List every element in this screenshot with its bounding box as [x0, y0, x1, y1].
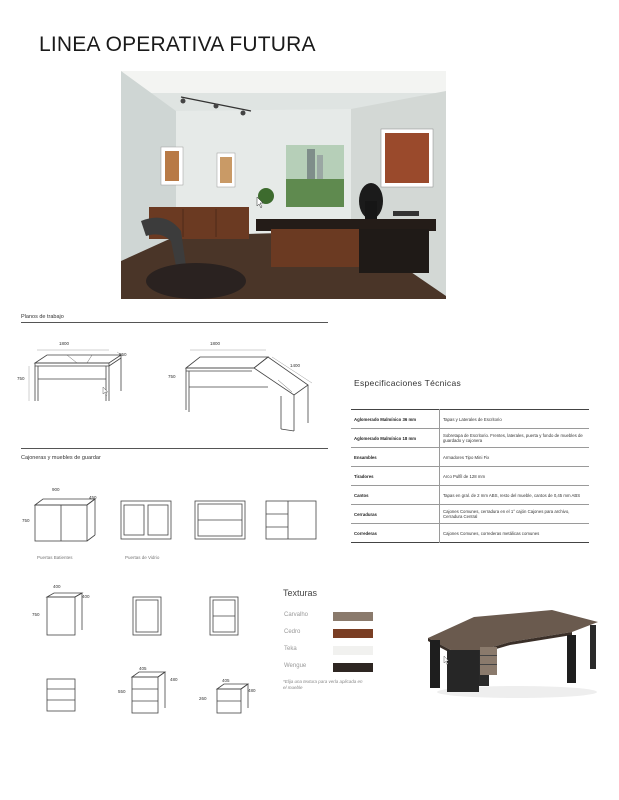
specs-table	[351, 409, 589, 543]
divider	[21, 322, 328, 323]
textures-title: Texturas	[283, 588, 318, 598]
dim-depth: 400	[82, 594, 90, 599]
page-title: LINEA OPERATIVA FUTURA	[39, 33, 316, 56]
caption-batientes: Puertas Batientes	[37, 555, 73, 560]
texture-label-carvalho: Carvalho	[284, 612, 309, 618]
table-row: Cerraduras Cajones Comunes, cerradura en el 1° cajón Cajones para archivo, Cerradura Central	[351, 505, 589, 524]
dim-width: 1800	[59, 341, 70, 346]
desk-straight-drawing	[17, 335, 142, 410]
table-row: Cantos Tapas en gral. de 2 mm ABS, resto del mueble, cantos de 0,45 mm ABS	[351, 486, 589, 505]
texture-label-wengue: Wengue	[284, 663, 307, 669]
table-row: Aglomerado Malmínico 18 mm Sobretapa de Escritorio. Frentes, laterales, puerta y fondo de muebles de guardado y cajonera	[351, 429, 589, 448]
dim-depth: 480	[170, 677, 178, 682]
dim-depth: 850	[119, 352, 127, 357]
dim-width: 405	[222, 678, 230, 683]
dim-width: 400	[53, 584, 61, 589]
texture-swatch-teka[interactable]	[333, 646, 373, 655]
dim-height: 750	[17, 376, 25, 381]
texture-swatch-cedro[interactable]	[333, 629, 373, 638]
texture-swatch-carvalho[interactable]	[333, 612, 373, 621]
section-work-title: Planos de trabajo	[21, 314, 64, 320]
dim-width: 1800	[210, 341, 221, 346]
textures-note: *Elija una textura para verla aplicada en el mueble	[283, 679, 363, 690]
dim-width: 900	[52, 487, 60, 492]
table-row: Correderas Cajones Comunes, correderas metálicas comunes	[351, 524, 589, 543]
desk-l-shape-drawing	[168, 335, 318, 435]
office-photo	[121, 71, 446, 299]
texture-label-teka: Teka	[284, 646, 297, 652]
dim-height: 750	[168, 374, 176, 379]
dim-width: 405	[139, 666, 147, 671]
dim-depth: 450	[89, 495, 97, 500]
caption-vidrio: Puertas de Vidrio	[125, 555, 160, 560]
storage-drawings	[20, 482, 320, 722]
dim-height: 260	[199, 696, 207, 701]
desk-render	[422, 600, 602, 700]
dim-height: 750	[32, 612, 40, 617]
section-storage-title: Cajoneras y muebles de guardar	[21, 455, 101, 461]
specs-title: Especificaciones Técnicas	[354, 378, 462, 388]
texture-label-cedro: Cedro	[284, 629, 301, 635]
table-row: Tiradores Arco Pulfil de 128 mm	[351, 467, 589, 486]
dim-depth: 480	[248, 688, 256, 693]
table-row: Aglomerado Malmínico 36 mm Tapas y Laterales de Escritorio	[351, 410, 589, 429]
dim-depth: 1400	[290, 363, 301, 368]
divider	[21, 448, 328, 449]
dim-height: 750	[22, 518, 30, 523]
table-row: Ensambles Armadores Tipo Mini Fix	[351, 448, 589, 467]
dim-height: 550	[118, 689, 126, 694]
texture-swatch-wengue[interactable]	[333, 663, 373, 672]
